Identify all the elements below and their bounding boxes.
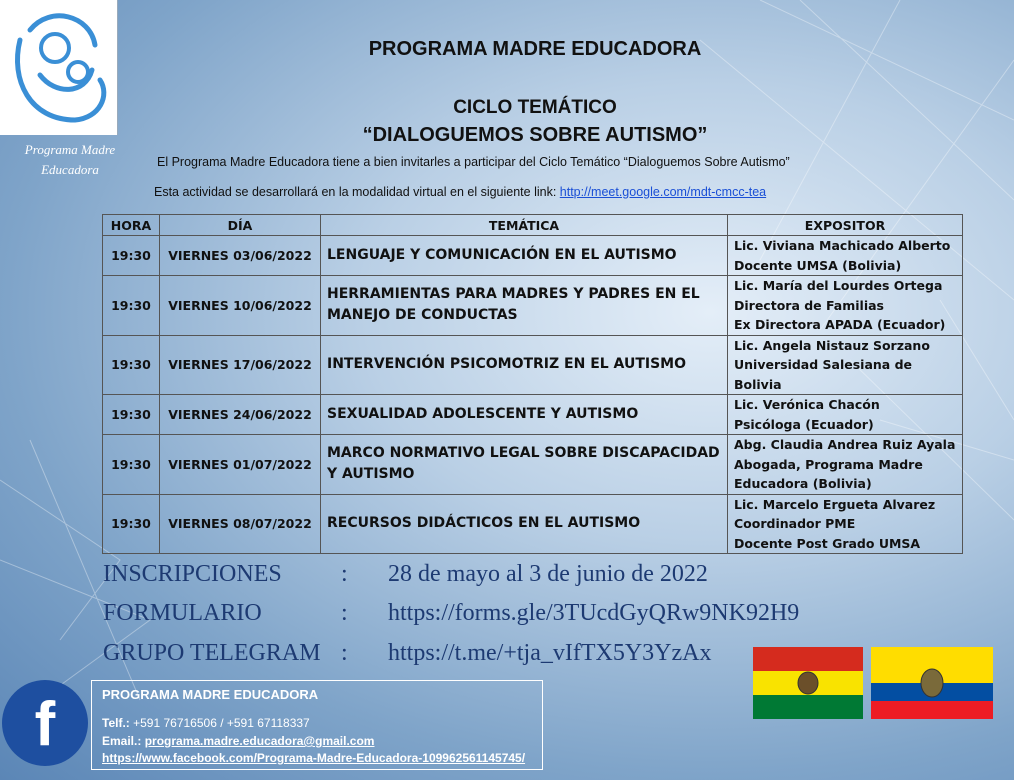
- ecuador-coat-of-arms-icon: [921, 669, 943, 697]
- contact-box: [91, 680, 543, 770]
- cell-dia: VIERNES 01/07/2022: [160, 435, 321, 495]
- inscripciones-value: 28 de mayo al 3 de junio de 2022: [388, 561, 708, 587]
- activity-text: [154, 185, 874, 199]
- logo-caption: [0, 140, 140, 180]
- cell-tema: MARCO NORMATIVO LEGAL SOBRE DISCAPACIDAD Y AUTISMO: [321, 435, 728, 495]
- meet-link[interactable]: http://meet.google.com/mdt-cmcc-tea: [559, 185, 767, 199]
- ecuador-flag-icon: [871, 647, 993, 719]
- inscripciones-colon: :: [341, 561, 348, 587]
- ecuador-red-stripe: [871, 701, 993, 719]
- inscripciones-line: [103, 561, 708, 588]
- table-row: [103, 494, 963, 554]
- inscripciones-label: INSCRIPCIONES: [103, 561, 282, 587]
- cell-dia: VIERNES 03/06/2022: [160, 236, 321, 276]
- cell-hora: 19:30: [103, 395, 160, 435]
- header-hora: HORA: [103, 215, 160, 236]
- contact-email: [102, 734, 374, 748]
- table-row: [103, 335, 963, 395]
- phone-value: +591 76716506 / +591 67118337: [129, 716, 310, 730]
- program-title: PROGRAMA MADRE EDUCADORA: [368, 38, 702, 60]
- telegram-colon: :: [341, 640, 348, 666]
- cell-hora: 19:30: [103, 335, 160, 395]
- cell-dia: VIERNES 17/06/2022: [160, 335, 321, 395]
- cell-expositor: Lic. Verónica Chacón Psicóloga (Ecuador): [728, 395, 963, 435]
- cell-expositor: Lic. Angela Nistauz Sorzano Universidad Salesiana de Bolivia: [728, 335, 963, 395]
- phone-label: Telf.:: [102, 716, 130, 730]
- formulario-colon: :: [341, 600, 348, 626]
- table-header-row: [103, 215, 963, 236]
- email-link[interactable]: programa.madre.educadora@gmail.com: [144, 734, 375, 748]
- table-row: [103, 435, 963, 495]
- cell-dia: VIERNES 10/06/2022: [160, 276, 321, 336]
- header-tematica: TEMÁTICA: [321, 215, 728, 236]
- cell-tema: SEXUALIDAD ADOLESCENTE Y AUTISMO: [321, 395, 728, 435]
- activity-label: Esta actividad se desarrollará en la modalidad virtual en el siguiente link:: [154, 185, 560, 199]
- cell-hora: 19:30: [103, 276, 160, 336]
- bolivia-green-stripe: [753, 695, 863, 719]
- cell-tema: LENGUAJE Y COMUNICACIÓN EN EL AUTISMO: [321, 236, 728, 276]
- header-expositor: EXPOSITOR: [728, 215, 963, 236]
- header-dia: DÍA: [160, 215, 321, 236]
- bolivia-coat-of-arms-icon: [798, 672, 818, 694]
- facebook-icon[interactable]: f: [2, 680, 88, 766]
- logo-caption-line2: Educadora: [41, 162, 99, 177]
- logo-caption-line1: Programa Madre: [24, 142, 116, 157]
- bolivia-red-stripe: [753, 647, 863, 671]
- contact-title: PROGRAMA MADRE EDUCADORA: [102, 687, 319, 702]
- cell-hora: 19:30: [103, 435, 160, 495]
- cell-tema: RECURSOS DIDÁCTICOS EN EL AUTISMO: [321, 494, 728, 554]
- formulario-link[interactable]: https://forms.gle/3TUcdGyQRw9NK92H9: [388, 600, 800, 626]
- telegram-line: [103, 640, 711, 667]
- cell-hora: 19:30: [103, 236, 160, 276]
- schedule-table: [102, 214, 963, 554]
- formulario-line: [103, 600, 799, 627]
- table-row: [103, 236, 963, 276]
- intro-text: El Programa Madre Educadora tiene a bien invitarles a participar del Ciclo Temático “Dialoguemos Sobre Autismo”: [157, 155, 790, 169]
- cell-expositor: Lic. María del Lourdes Ortega Directora de Familias Ex Directora APADA (Ecuador): [728, 276, 963, 336]
- contact-phone: [102, 716, 310, 730]
- table-row: [103, 276, 963, 336]
- cell-tema: INTERVENCIÓN PSICOMOTRIZ EN EL AUTISMO: [321, 335, 728, 395]
- cell-hora: 19:30: [103, 494, 160, 554]
- email-label: Email.:: [102, 734, 142, 748]
- cycle-title: CICLO TEMÁTICO: [453, 97, 617, 118]
- cell-dia: VIERNES 08/07/2022: [160, 494, 321, 554]
- cell-expositor: Lic. Marcelo Ergueta Alvarez Coordinador PME Docente Post Grado UMSA: [728, 494, 963, 554]
- cell-expositor: Lic. Viviana Machicado Alberto Docente UMSA (Bolivia): [728, 236, 963, 276]
- cell-expositor: Abg. Claudia Andrea Ruiz Ayala Abogada, Programa Madre Educadora (Bolivia): [728, 435, 963, 495]
- cell-tema: HERRAMIENTAS PARA MADRES Y PADRES EN EL MANEJO DE CONDUCTAS: [321, 276, 728, 336]
- table-row: [103, 395, 963, 435]
- cell-dia: VIERNES 24/06/2022: [160, 395, 321, 435]
- facebook-link[interactable]: https://www.facebook.com/Programa-Madre-Educadora-109962561145745/: [102, 751, 526, 765]
- mother-child-icon: [0, 0, 117, 135]
- cycle-name: “DIALOGUEMOS SOBRE AUTISMO”: [362, 124, 708, 146]
- formulario-label: FORMULARIO: [103, 600, 262, 626]
- telegram-label: GRUPO TELEGRAM: [103, 640, 321, 666]
- program-logo: [0, 0, 118, 135]
- telegram-link[interactable]: https://t.me/+tja_vIfTX5Y3YzAx: [388, 640, 712, 666]
- bolivia-flag-icon: [753, 647, 863, 719]
